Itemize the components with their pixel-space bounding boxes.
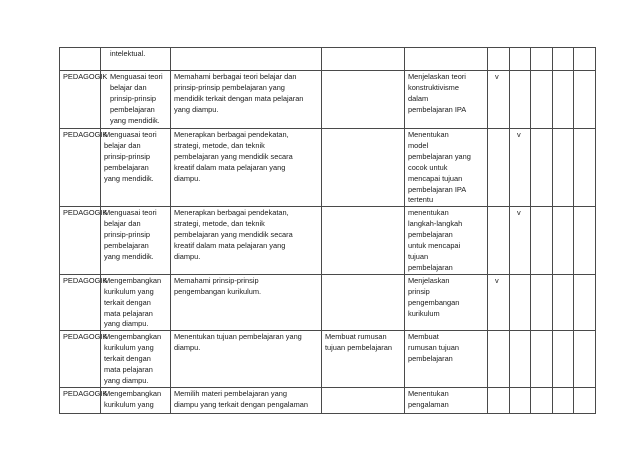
indicator-cell (405, 48, 488, 71)
check-cell-4 (553, 274, 574, 331)
objective-cell (322, 48, 405, 71)
check-cell-5 (574, 129, 596, 207)
check-cell-3 (531, 48, 553, 71)
table-row (60, 129, 596, 207)
check-cell-2 (510, 387, 531, 413)
check-cell-4 (553, 387, 574, 413)
check-cell-4 (553, 129, 574, 207)
table-row (60, 331, 596, 388)
subject-competency-cell: Memahami berbagai teori belajar dan prinsip-prinsip pembelajaran yang mendidik terkait dengan mata pelajaran yang diampu. (171, 71, 322, 129)
objective-cell (322, 207, 405, 274)
indicator-cell: Membuat rumusan tujuan pembelajaran (405, 331, 488, 388)
check-cell-3 (531, 129, 553, 207)
competency-area-cell: PEDAGOGIK (60, 387, 101, 413)
table-row (60, 387, 596, 413)
check-cell-2 (510, 71, 531, 129)
check-cell-5 (574, 71, 596, 129)
check-cell-3 (531, 71, 553, 129)
check-cell-3 (531, 387, 553, 413)
indicator-cell: menentukan langkah-langkah pembelajaran untuk mencapai tujuan pembelajaran (405, 207, 488, 274)
subject-competency-cell: Menentukan tujuan pembelajaran yang diampu. (171, 331, 322, 388)
subject-competency-cell: Memahami prinsip-prinsip pengembangan kurikulum. (171, 274, 322, 331)
competency-area-cell: PEDAGOGIK (60, 274, 101, 331)
check-cell-2 (510, 48, 531, 71)
indicator-cell: Menjelaskan teori konstruktivisme dalam pembelajaran IPA (405, 71, 488, 129)
objective-cell (322, 274, 405, 331)
check-cell-4 (553, 71, 574, 129)
check-cell-1 (488, 48, 510, 71)
competency-area-cell: PEDAGOGIK (60, 71, 101, 129)
competency-area-cell (60, 48, 101, 71)
competency-area-cell: PEDAGOGIK (60, 207, 101, 274)
indicator-cell: Menentukan model pembelajaran yang cocok untuk mencapai tujuan pembelajaran IPA tertentu (405, 129, 488, 207)
core-competency-cell: Mengembangkan kurikulum yang (101, 387, 171, 413)
check-cell-1: v (488, 71, 510, 129)
competency-area-cell: PEDAGOGIK (60, 129, 101, 207)
core-competency-cell: Menguasai teori belajar dan prinsip-prinsip pembelajaran yang mendidik. (101, 129, 171, 207)
table-row (60, 207, 596, 274)
objective-cell (322, 387, 405, 413)
indicator-cell: Menentukan pengalaman (405, 387, 488, 413)
check-cell-5 (574, 274, 596, 331)
core-competency-cell: Menguasai teori belajar dan prinsip-prinsip pembelajaran yang mendidik. (101, 71, 171, 129)
check-cell-4 (553, 207, 574, 274)
check-cell-5 (574, 331, 596, 388)
competency-area-cell: PEDAGOGIK (60, 331, 101, 388)
objective-cell (322, 129, 405, 207)
check-cell-2 (510, 274, 531, 331)
core-competency-cell: intelektual. (101, 48, 171, 71)
subject-competency-cell (171, 48, 322, 71)
check-cell-5 (574, 387, 596, 413)
subject-competency-cell: Menerapkan berbagai pendekatan, strategi, metode, dan teknik pembelajaran yang mendidik secara kreatif dalam mata pelajaran yang diampu. (171, 129, 322, 207)
check-cell-1 (488, 207, 510, 274)
indicator-cell: Menjelaskan prinsip pengembangan kurikulum (405, 274, 488, 331)
document-table (59, 47, 581, 414)
objective-cell: Membuat rumusan tujuan pembelajaran (322, 331, 405, 388)
check-cell-3 (531, 274, 553, 331)
subject-competency-cell: Memilih materi pembelajaran yang diampu yang terkait dengan pengalaman (171, 387, 322, 413)
competency-table (59, 47, 596, 414)
check-cell-3 (531, 331, 553, 388)
check-cell-2: v (510, 207, 531, 274)
check-cell-4 (553, 331, 574, 388)
check-cell-5 (574, 48, 596, 71)
table-row (60, 71, 596, 129)
check-cell-1 (488, 331, 510, 388)
table-row (60, 48, 596, 71)
objective-cell (322, 71, 405, 129)
core-competency-cell: Mengembangkan kurikulum yang terkait dengan mata pelajaran yang diampu. (101, 274, 171, 331)
table-row (60, 274, 596, 331)
check-cell-2 (510, 331, 531, 388)
check-cell-1 (488, 129, 510, 207)
check-cell-1 (488, 387, 510, 413)
check-cell-1: v (488, 274, 510, 331)
check-cell-3 (531, 207, 553, 274)
check-cell-4 (553, 48, 574, 71)
core-competency-cell: Menguasai teori belajar dan prinsip-prinsip pembelajaran yang mendidik. (101, 207, 171, 274)
check-cell-2: v (510, 129, 531, 207)
check-cell-5 (574, 207, 596, 274)
subject-competency-cell: Menerapkan berbagai pendekatan, strategi, metode, dan teknik pembelajaran yang mendidik secara kreatif dalam mata pelajaran yang diampu. (171, 207, 322, 274)
core-competency-cell: Mengembangkan kurikulum yang terkait dengan mata pelajaran yang diampu. (101, 331, 171, 388)
